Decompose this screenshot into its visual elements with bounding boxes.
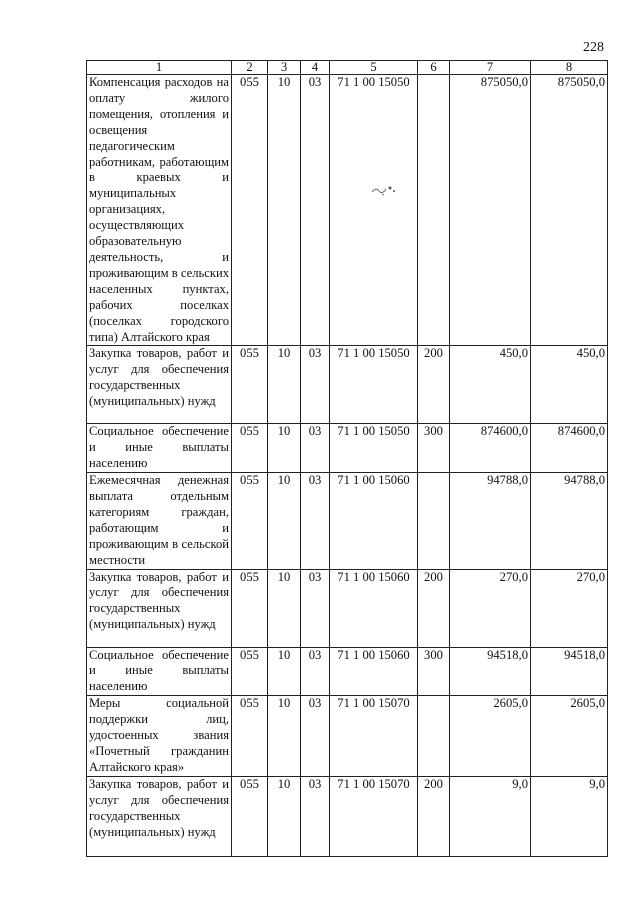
ministry-code: 055 (232, 647, 268, 696)
ministry-code: 055 (232, 424, 268, 473)
table-row (87, 647, 608, 696)
subsection-code: 03 (301, 647, 330, 696)
amount-column-7: 270,0 (450, 569, 531, 647)
section-code: 10 (268, 696, 301, 777)
target-code: 71 1 00 15070 (330, 696, 418, 777)
target-code: 71 1 00 15050 (330, 346, 418, 424)
amount-column-8: 94518,0 (531, 647, 608, 696)
expense-type-code: 200 (418, 569, 450, 647)
subsection-code: 03 (301, 473, 330, 569)
amount-column-8: 875050,0 (531, 75, 608, 346)
amount-column-7: 450,0 (450, 346, 531, 424)
row-name: Ежемесячная денежная выплата отдельным категориям граждан, работающим и проживающим в сельской местности (87, 473, 232, 569)
ministry-code: 055 (232, 569, 268, 647)
row-name: Закупка товаров, работ и услуг для обеспечения государственных (муниципальных) нужд (87, 776, 232, 856)
row-name: Закупка товаров, работ и услуг для обеспечения государственных (муниципальных) нужд (87, 569, 232, 647)
amount-column-7: 874600,0 (450, 424, 531, 473)
expense-type-code (418, 696, 450, 777)
row-name: Компенсация расходов на оплату жилого помещения, отопления и освещения педагогическим работникам, работающим в краевых и муниципальных организациях, осуществляющих образовательную деятельность, и проживающим в сельских населенных пунктах, рабочих поселках (поселках городского типа) Алтайского края (87, 75, 232, 346)
scan-speck-mark (370, 183, 400, 197)
target-code: 71 1 00 15050 (330, 424, 418, 473)
subsection-code: 03 (301, 75, 330, 346)
row-name: Закупка товаров, работ и услуг для обеспечения государственных (муниципальных) нужд (87, 346, 232, 424)
target-code: 71 1 00 15070 (330, 776, 418, 856)
section-code: 10 (268, 424, 301, 473)
expense-type-code (418, 473, 450, 569)
row-name: Меры социальной поддержки лиц, удостоенных звания «Почетный гражданин Алтайского края» (87, 696, 232, 777)
section-code: 10 (268, 473, 301, 569)
expense-type-code (418, 75, 450, 346)
column-header: 2 (232, 61, 268, 75)
table-row (87, 696, 608, 777)
amount-column-8: 450,0 (531, 346, 608, 424)
ministry-code: 055 (232, 473, 268, 569)
amount-column-7: 94518,0 (450, 647, 531, 696)
ministry-code: 055 (232, 346, 268, 424)
amount-column-7: 94788,0 (450, 473, 531, 569)
section-code: 10 (268, 569, 301, 647)
column-header: 8 (531, 61, 608, 75)
expense-type-code: 200 (418, 776, 450, 856)
table-row (87, 75, 608, 346)
amount-column-8: 9,0 (531, 776, 608, 856)
ministry-code: 055 (232, 696, 268, 777)
ministry-code: 055 (232, 75, 268, 346)
amount-column-8: 2605,0 (531, 696, 608, 777)
table-row (87, 424, 608, 473)
row-name: Социальное обеспечение и иные выплаты населению (87, 647, 232, 696)
subsection-code: 03 (301, 696, 330, 777)
column-header: 6 (418, 61, 450, 75)
amount-column-7: 2605,0 (450, 696, 531, 777)
section-code: 10 (268, 776, 301, 856)
section-code: 10 (268, 75, 301, 346)
table-row (87, 569, 608, 647)
page-number: 228 (583, 40, 604, 55)
amount-column-7: 875050,0 (450, 75, 531, 346)
subsection-code: 03 (301, 569, 330, 647)
column-header: 7 (450, 61, 531, 75)
table-row (87, 473, 608, 569)
subsection-code: 03 (301, 776, 330, 856)
table-row (87, 776, 608, 856)
amount-column-8: 270,0 (531, 569, 608, 647)
subsection-code: 03 (301, 346, 330, 424)
column-header: 5 (330, 61, 418, 75)
column-header: 1 (87, 61, 232, 75)
ministry-code: 055 (232, 776, 268, 856)
budget-table (86, 60, 608, 857)
subsection-code: 03 (301, 424, 330, 473)
section-code: 10 (268, 647, 301, 696)
expense-type-code: 300 (418, 647, 450, 696)
table-row (87, 346, 608, 424)
amount-column-8: 94788,0 (531, 473, 608, 569)
column-header: 3 (268, 61, 301, 75)
table-header-row (87, 61, 608, 75)
row-name: Социальное обеспечение и иные выплаты населению (87, 424, 232, 473)
column-header: 4 (301, 61, 330, 75)
target-code: 71 1 00 15060 (330, 473, 418, 569)
target-code: 71 1 00 15050 (330, 75, 418, 346)
expense-type-code: 300 (418, 424, 450, 473)
section-code: 10 (268, 346, 301, 424)
amount-column-7: 9,0 (450, 776, 531, 856)
target-code: 71 1 00 15060 (330, 647, 418, 696)
amount-column-8: 874600,0 (531, 424, 608, 473)
target-code: 71 1 00 15060 (330, 569, 418, 647)
expense-type-code: 200 (418, 346, 450, 424)
